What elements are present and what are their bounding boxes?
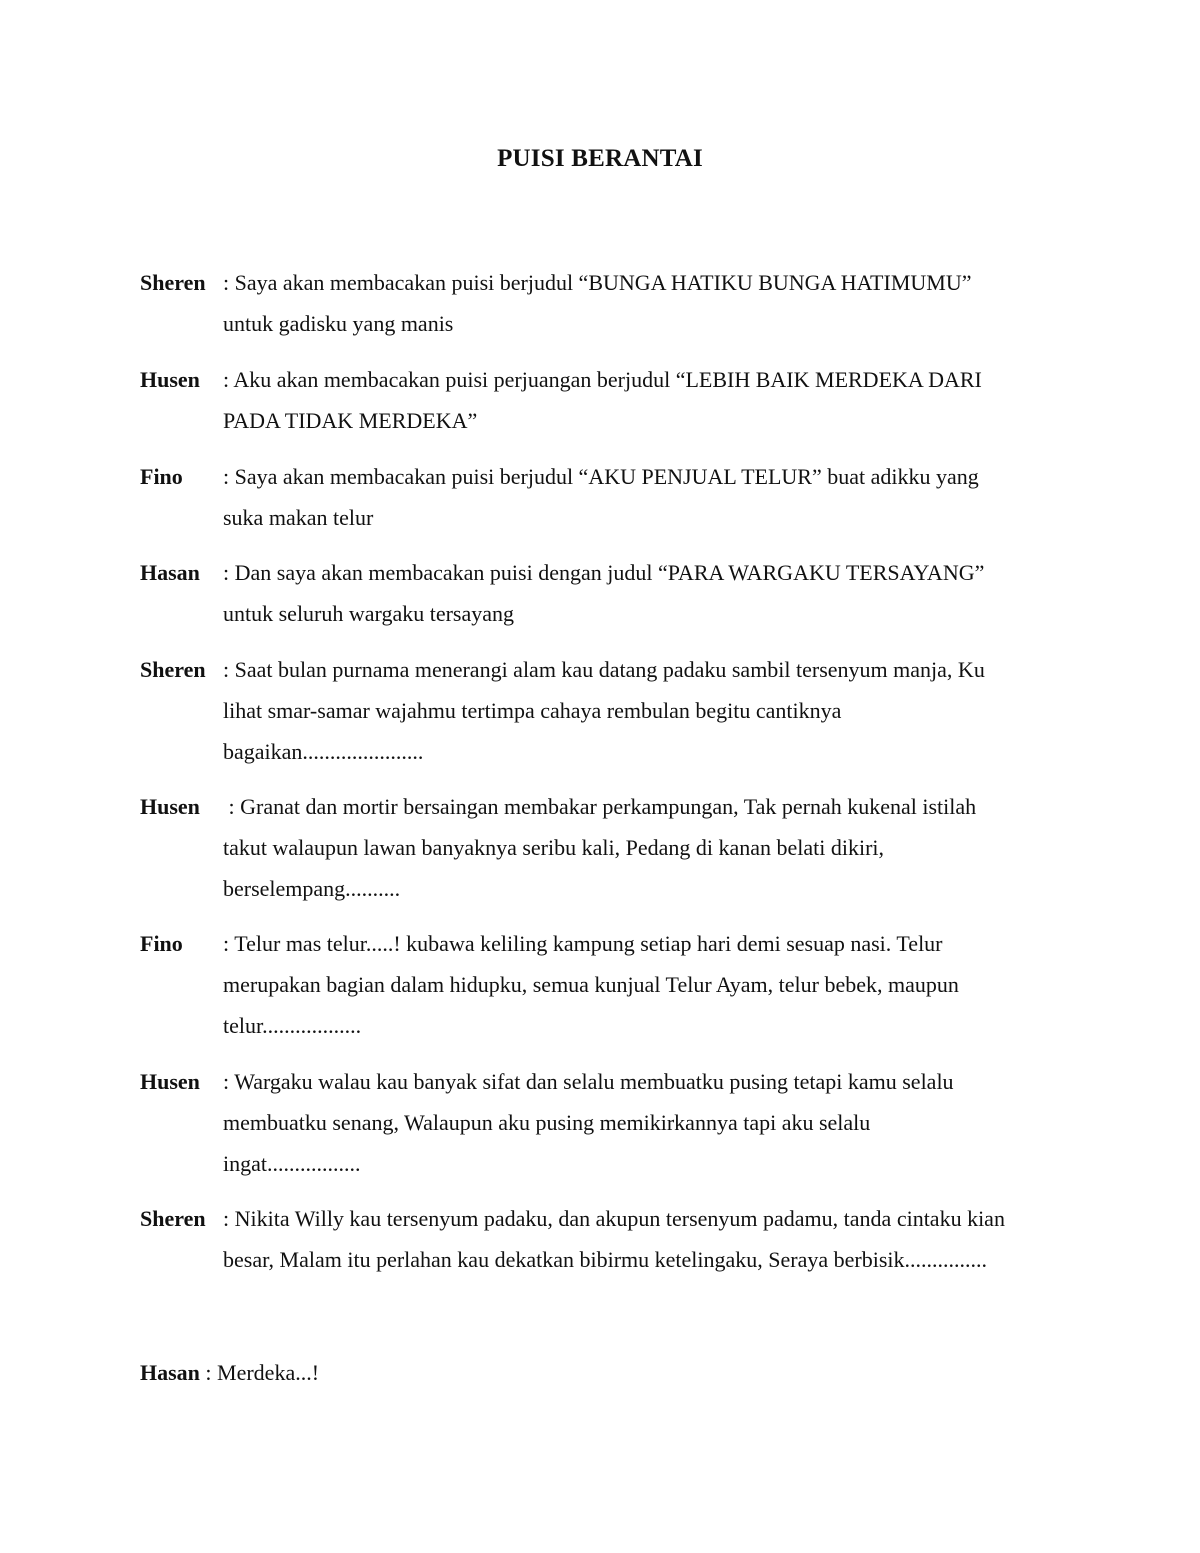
dialogue-line: besar, Malam itu perlahan kau dekatkan bibirmu ketelingaku, Seraya berbisik............... xyxy=(223,1247,988,1272)
dialogue-line: bagaikan...................... xyxy=(223,739,424,764)
dialogue-line: : Saya akan membacakan puisi berjudul “BUNGA HATIKU BUNGA HATIMUMU” xyxy=(223,270,972,295)
dialogue-line: berselempang.......... xyxy=(223,876,401,901)
dialogue-text xyxy=(223,263,1073,345)
dialogue-text xyxy=(223,553,1073,635)
dialogue-text xyxy=(223,924,1073,1047)
dialogue-text xyxy=(223,787,1073,910)
dialogue-text xyxy=(223,650,1073,773)
dialogue-line: : Telur mas telur.....! kubawa keliling kampung setiap hari demi sesuap nasi. Telur xyxy=(223,931,943,956)
dialogue-line: telur.................. xyxy=(223,1013,362,1038)
dialogue-text xyxy=(223,1062,1073,1185)
dialogue-text xyxy=(223,360,1073,442)
speaker-name: Fino xyxy=(140,464,183,489)
dialogue-line: : Saya akan membacakan puisi berjudul “AKU PENJUAL TELUR” buat adikku yang xyxy=(223,464,979,489)
speaker-name: Fino xyxy=(140,931,183,956)
dialogue-line: : Merdeka...! xyxy=(199,1360,320,1385)
dialogue-text xyxy=(223,457,1073,539)
speaker-name: Sheren xyxy=(140,270,206,295)
dialogue-line: : Saat bulan purnama menerangi alam kau datang padaku sambil tersenyum manja, Ku xyxy=(223,657,985,682)
dialogue-line: takut walaupun lawan banyaknya seribu kali, Pedang di kanan belati dikiri, xyxy=(223,835,885,860)
speaker-name: Sheren xyxy=(140,657,206,682)
speaker-name: Hasan xyxy=(140,560,200,585)
dialogue-line: membuatku senang, Walaupun aku pusing memikirkannya tapi aku selalu xyxy=(223,1110,871,1135)
dialogue-line: : Aku akan membacakan puisi perjuangan berjudul “LEBIH BAIK MERDEKA DARI xyxy=(223,367,982,392)
dialogue-line: merupakan bagian dalam hidupku, semua kunjual Telur Ayam, telur bebek, maupun xyxy=(223,972,959,997)
dialogue-line: : Nikita Willy kau tersenyum padaku, dan akupun tersenyum padamu, tanda cintaku kian xyxy=(223,1206,1005,1231)
speaker-name: Sheren xyxy=(140,1206,206,1231)
dialogue-line: lihat smar-samar wajahmu tertimpa cahaya rembulan begitu cantiknya xyxy=(223,698,842,723)
dialogue-line: : Granat dan mortir bersaingan membakar perkampungan, Tak pernah kukenal istilah xyxy=(223,794,977,819)
speaker-name: Husen xyxy=(140,367,200,392)
dialogue-text xyxy=(223,1199,1073,1281)
dialogue-line: suka makan telur xyxy=(223,505,374,530)
page-title: PUISI BERANTAI xyxy=(497,145,703,172)
dialogue-line: PADA TIDAK MERDEKA” xyxy=(223,408,478,433)
speaker-name: Husen xyxy=(140,794,200,819)
dialogue-line: untuk seluruh wargaku tersayang xyxy=(223,601,515,626)
dialogue-line: : Wargaku walau kau banyak sifat dan selalu membuatku pusing tetapi kamu selalu xyxy=(223,1069,954,1094)
dialogue-line: ingat................. xyxy=(223,1151,361,1176)
dialogue-line: : Dan saya akan membacakan puisi dengan judul “PARA WARGAKU TERSAYANG” xyxy=(223,560,985,585)
final-dialogue-entry xyxy=(140,1353,1070,1393)
dialogue-line: untuk gadisku yang manis xyxy=(223,311,454,336)
speaker-name: Husen xyxy=(140,1069,200,1094)
speaker-name: Hasan xyxy=(140,1360,200,1385)
